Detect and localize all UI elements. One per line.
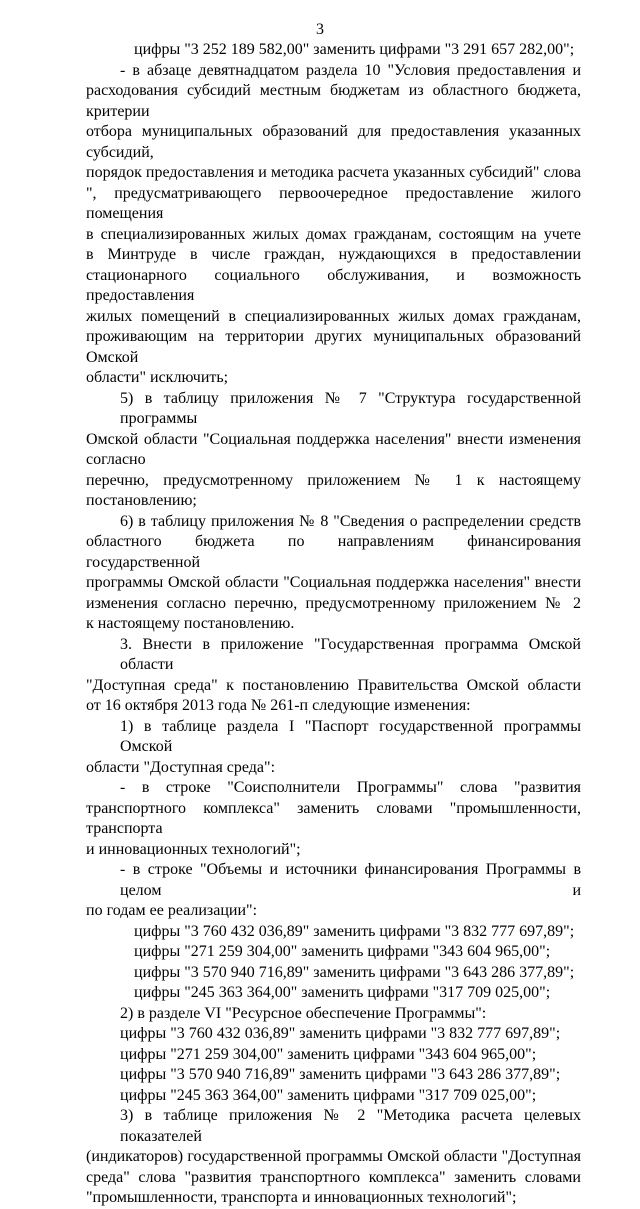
- document-body: [86, 40, 581, 1209]
- text-line: проживающим на территории других муниципальных образований Омской: [86, 328, 581, 366]
- text-line: "Доступная среда" к постановлению Правительства Омской области: [86, 676, 581, 694]
- text-line: к настоящему постановлению.: [86, 615, 295, 632]
- text-line: областного бюджета по направлениям финансирования государственной: [86, 533, 581, 571]
- text-line: цифры "245 363 364,00" заменить цифрами "317 709 025,00";: [120, 1086, 537, 1104]
- text-line: программы Омской области "Социальная поддержка населения" внести: [86, 574, 581, 591]
- text-line: порядок предоставления и методика расчета указанных субсидий" слова: [86, 164, 581, 181]
- text-line: 3. Внести в приложение "Государственная программа Омской области: [120, 635, 581, 673]
- text-line: - в строке "Объемы и источники финансирования Программы в целом и: [120, 861, 581, 899]
- text-line: перечню, предусмотренному приложением № 1 к настоящему: [86, 471, 581, 489]
- text-line: от 16 октября 2013 года № 261-п следующие изменения:: [86, 697, 471, 714]
- text-line: цифры "271 259 304,00" заменить цифрами "343 604 965,00";: [120, 1045, 537, 1063]
- text-line: - в абзаце девятнадцатом раздела 10 "Условия предоставления и: [120, 61, 581, 79]
- text-line: 6) в таблицу приложения № 8 "Сведения о распределении средств: [120, 512, 581, 530]
- text-line: транспортного комплекса" заменить словами "промышленности, транспорта: [86, 799, 581, 837]
- text-line: в специализированных жилых домах гражданам, состоящим на учете: [86, 225, 581, 243]
- text-line: цифры "3 760 432 036,89" заменить цифрами "3 832 777 697,89";: [134, 922, 575, 940]
- text-line: ", предусматривающего первоочередное предоставление жилого помещения: [86, 184, 581, 222]
- text-line: среда" слова "развития транспортного комплекса" заменить словами: [86, 1168, 581, 1186]
- text-line: цифры "245 363 364,00" заменить цифрами "317 709 025,00";: [134, 984, 551, 1001]
- page-number: 3: [316, 21, 324, 38]
- text-line: Омской области "Социальная поддержка населения" внести изменения согласно: [86, 430, 581, 468]
- text-line: изменения согласно перечню, предусмотренному приложением № 2: [86, 594, 581, 612]
- text-line: 2) в разделе VI "Ресурсное обеспечение Программы":: [120, 1004, 487, 1022]
- text-line: 1) в таблице раздела I "Паспорт государственной программы Омской: [120, 717, 581, 755]
- text-line: стационарного социального обслуживания, и возможность предоставления: [86, 266, 581, 304]
- text-line: - в строке "Соисполнители Программы" слова "развития: [120, 779, 581, 796]
- text-line: области" исключить;: [86, 369, 229, 386]
- text-line: области "Доступная среда":: [86, 758, 276, 776]
- text-line: цифры "271 259 304,00" заменить цифрами "343 604 965,00";: [134, 943, 551, 960]
- text-line: цифры "3 570 940 716,89" заменить цифрами "3 643 286 377,89";: [120, 1066, 561, 1083]
- text-line: цифры "3 252 189 582,00" заменить цифрами "3 291 657 282,00";: [134, 41, 575, 58]
- text-line: жилых помещений в специализированных жилых домах гражданам,: [86, 307, 581, 325]
- text-line: отбора муниципальных образований для предоставления указанных субсидий,: [86, 123, 581, 161]
- text-line: 5) в таблицу приложения № 7 "Структура государственной программы: [120, 389, 581, 427]
- text-line: "промышленности, транспорта и инновационных технологий";: [86, 1189, 517, 1206]
- text-line: в Минтруде в числе граждан, нуждающихся в предоставлении: [86, 246, 581, 263]
- text-line: и инновационных технологий";: [86, 840, 301, 858]
- text-line: (индикаторов) государственной программы Омской области "Доступная: [86, 1148, 581, 1165]
- text-line: расходования субсидий местным бюджетам из областного бюджета, критерии: [86, 82, 581, 120]
- text-line: цифры "3 570 940 716,89" заменить цифрами "3 643 286 377,89";: [134, 963, 575, 981]
- text-line: по годам ее реализации":: [86, 902, 258, 919]
- text-line: 3) в таблице приложения № 2 "Методика расчета целевых показателей: [120, 1107, 581, 1145]
- text-line: постановлению;: [86, 492, 197, 509]
- text-line: цифры "3 760 432 036,89" заменить цифрами "3 832 777 697,89";: [120, 1025, 561, 1042]
